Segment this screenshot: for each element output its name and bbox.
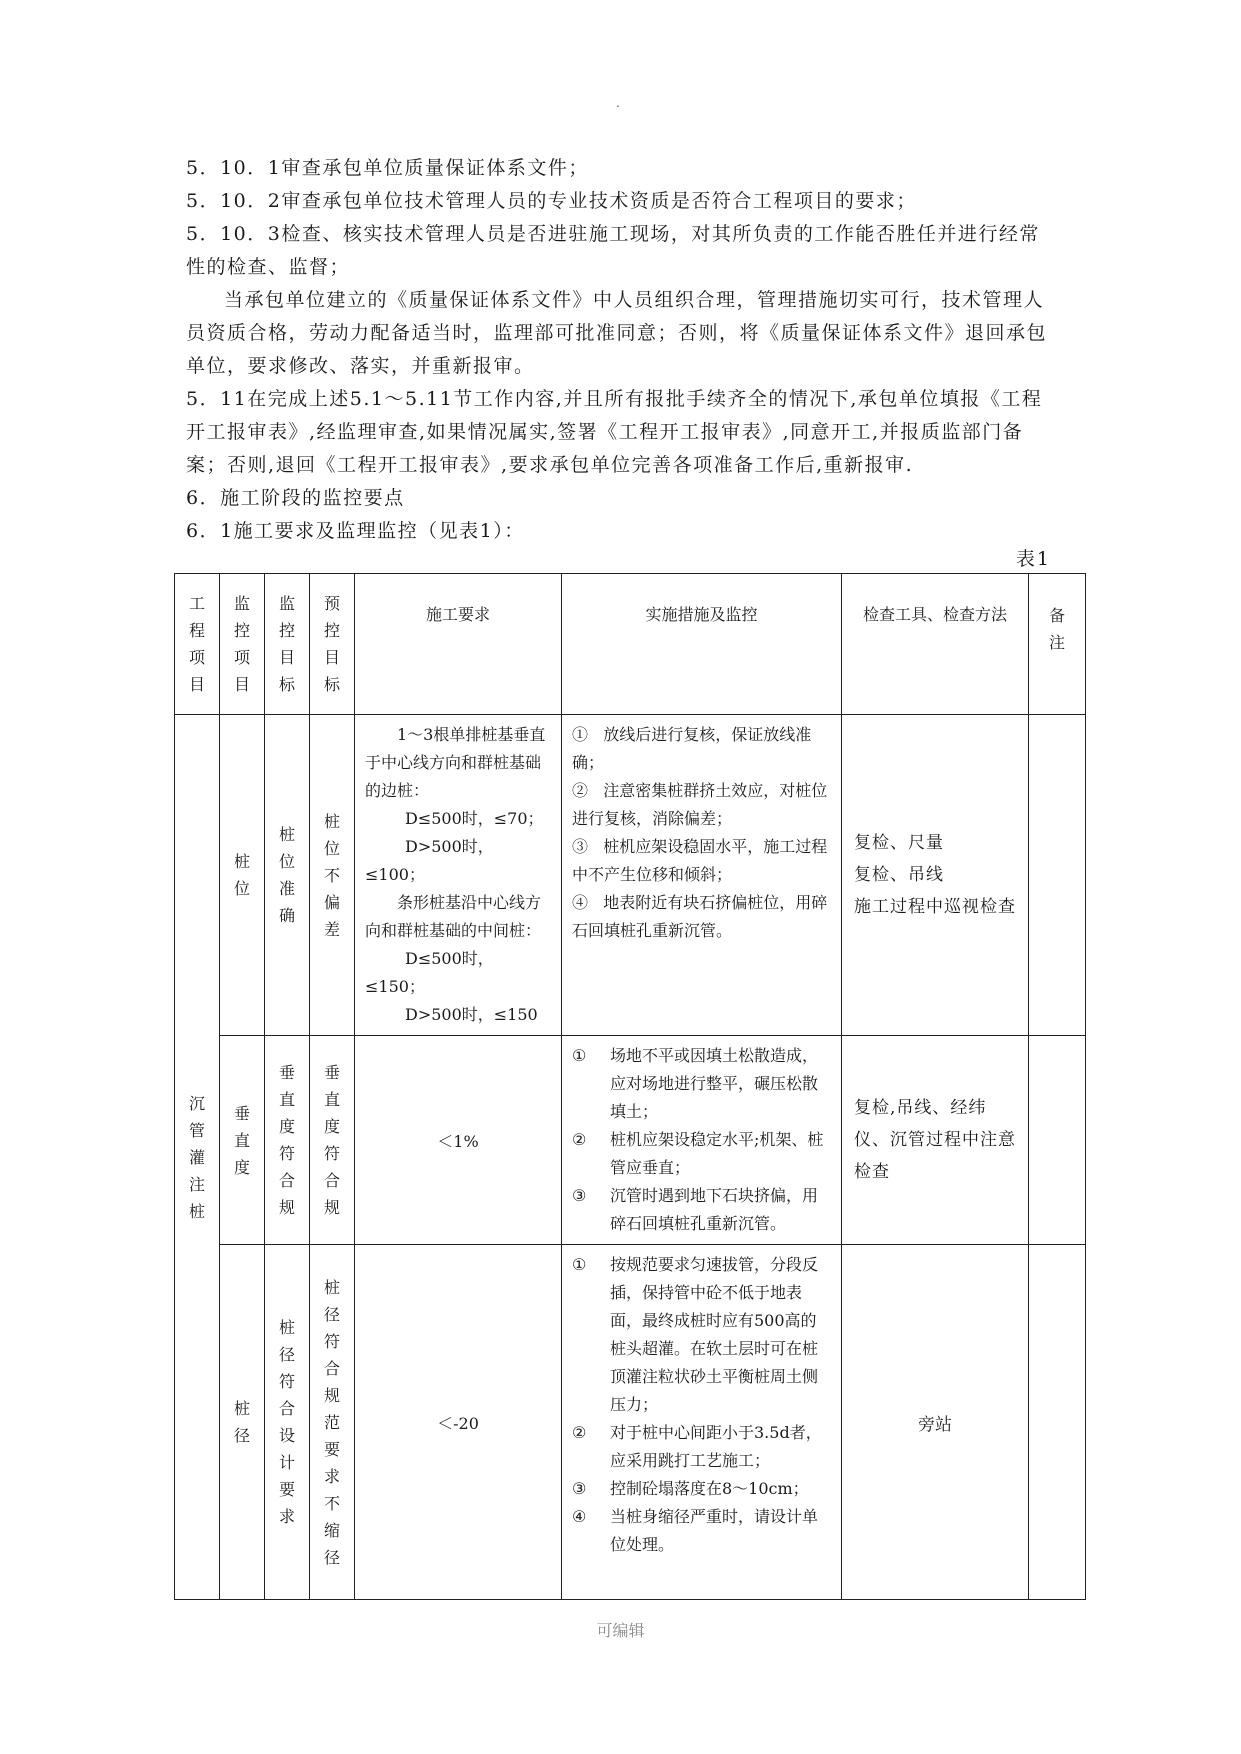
header-cell: 监控项目 [220, 574, 265, 715]
remark-cell [1029, 1036, 1086, 1245]
header-dot: . [616, 96, 620, 110]
measure-item: ③ 沉管时遇到地下石块挤偏，用碎石回填桩孔重新沉管。 [572, 1186, 819, 1233]
header-cell: 工程项目 [175, 574, 220, 715]
tools-cell: 复检,吊线、经纬仪、沉管过程中注意检查 [842, 1036, 1029, 1245]
requirement-cell: 1～3根单排桩基垂直于中心线方向和群桩基础的边桩： D≤500时，≤70； D>500时，≤100； 条形桩基沿中心线方向和群桩基础的中间桩： D≤500时，≤150； D>500时，≤150 [355, 715, 562, 1036]
measure-item: ① 放线后进行复核，保证放线准确； [572, 725, 812, 772]
paragraph: 5．10．3检查、核实技术管理人员是否进驻施工现场，对其所负责的工作能否胜任并进行经常性的检查、监督； [186, 223, 1040, 278]
header-cell: 施工要求 [355, 574, 562, 715]
tools-cell: 复检、尺量 复检、吊线 施工过程中巡视检查 [842, 715, 1029, 1036]
paragraph: 5．10．1审查承包单位质量保证体系文件； [186, 157, 589, 179]
precontrol-cell: 桩径符合规范要求不缩径 [310, 1245, 355, 1600]
footer-text: 可编辑 [596, 1621, 645, 1640]
remark-cell [1029, 715, 1086, 1036]
requirement-cell: ＜1% [355, 1036, 562, 1245]
header-cell: 监控目标 [265, 574, 310, 715]
table-header-row [175, 574, 1086, 715]
measures-cell [562, 1036, 842, 1245]
measure-item: ① 场地不平或因填土松散造成，应对场地进行整平，碾压松散填土； [572, 1046, 819, 1121]
measure-item: ③ 桩机应架设稳固水平，施工过程中不产生位移和倾斜； [572, 837, 828, 884]
paragraph: 5．10．2审查承包单位技术管理人员的专业技术资质是否符合工程项目的要求； [186, 190, 917, 212]
section-heading: 6．施工阶段的监控要点 [186, 487, 405, 509]
measure-item: ④ 当桩身缩径严重时，请设计单位处理。 [572, 1507, 819, 1554]
tools-cell: 旁站 [842, 1245, 1029, 1600]
item-cell: 桩位 [220, 715, 265, 1036]
measures-cell [562, 715, 842, 1036]
target-cell: 桩径符合设计要求 [265, 1245, 310, 1600]
header-cell: 备注 [1029, 574, 1086, 715]
table-row [175, 1036, 1086, 1245]
table-row [175, 715, 1086, 1036]
measure-item: ② 注意密集桩群挤土效应，对桩位进行复核，消除偏差； [572, 781, 828, 828]
measure-item: ② 对于桩中心间距小于3.5d者，应采用跳打工艺施工； [572, 1423, 822, 1470]
measure-item: ③ 控制砼塌落度在8～10cm； [572, 1479, 809, 1498]
paragraph: 当承包单位建立的《质量保证体系文件》中人员组织合理，管理措施切实可行，技术管理人员资质合格，劳动力配备适当时，监理部可批准同意；否则，将《质量保证体系文件》退回承包单位，要求修改、落实，并重新报审。 [186, 289, 1048, 377]
project-cell: 沉管灌注桩 [175, 715, 220, 1600]
table-label: 表1 [1015, 548, 1051, 570]
item-cell: 垂直度 [220, 1036, 265, 1245]
header-cell: 预控目标 [310, 574, 355, 715]
precontrol-cell: 桩位不偏差 [310, 715, 355, 1036]
subsection-heading: 6．1施工要求及监理监控（见表1）： [186, 520, 525, 542]
target-cell: 垂直度符合规 [265, 1036, 310, 1245]
paragraph: 5．11在完成上述5.1～5.11节工作内容,并且所有报批手续齐全的情况下,承包单位填报《工程开工报审表》,经监理审查,如果情况属实,签署《工程开工报审表》,同意开工,并报质监部门备案；否则,退回《工程开工报审表》,要求承包单位完善各项准备工作后,重新报审. [186, 388, 1043, 476]
table-row [175, 1245, 1086, 1600]
item-cell: 桩径 [220, 1245, 265, 1600]
remark-cell [1029, 1245, 1086, 1600]
measure-item: ④ 地表附近有块石挤偏桩位，用碎石回填桩孔重新沉管。 [572, 893, 828, 940]
header-cell: 实施措施及监控 [562, 574, 842, 715]
body-text [186, 152, 1056, 548]
precontrol-cell: 垂直度符合规 [310, 1036, 355, 1245]
requirement-cell: ＜-20 [355, 1245, 562, 1600]
measure-item: ② 桩机应架设稳定水平;机架、桩管应垂直； [572, 1130, 824, 1177]
monitoring-table [174, 573, 1086, 1600]
target-cell: 桩位准确 [265, 715, 310, 1036]
measures-cell [562, 1245, 842, 1600]
measure-item: ① 按规范要求匀速拔管，分段反插，保持管中砼不低于地表面，最终成桩时应有500高的桩头超灌。在软土层时可在桩顶灌注粒状砂土平衡桩周土侧压力； [572, 1255, 819, 1414]
header-cell: 检查工具、检查方法 [842, 574, 1029, 715]
